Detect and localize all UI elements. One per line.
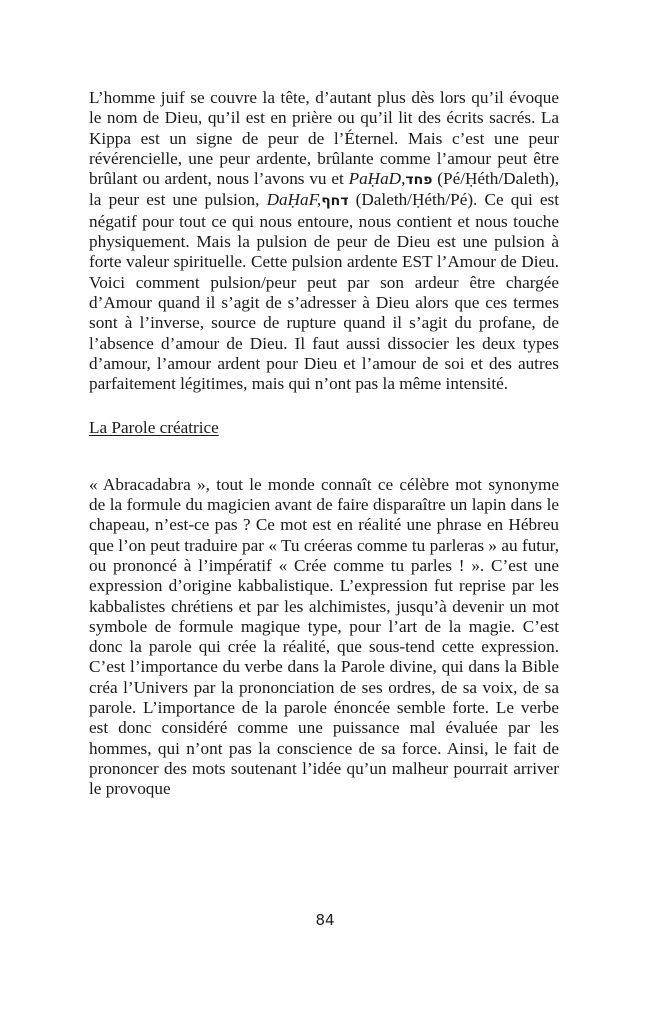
page-body	[89, 88, 559, 800]
pahad-term: PaḤaD,	[348, 169, 406, 189]
paragraph-abracadabra: « Abracadabra », tout le monde connaît ce célèbre mot synonyme de la formule du magicien avant de faire disparaître un lapin dans le chapeau, n’est-ce pas ? Ce mot est en réalité une phrase en Hébreu que l’on peut traduire par « Tu créeras comme tu parleras » au futur, ou prononcé à l’impératif « Crée comme tu parles ! ». C’est une expression d’origine kabbalistique. L’expression fut reprise par les kabbalistes chrétiens et par les alchimistes, jusqu’à devenir un mot symbole de formule magique type, pour l’art de la magie. C’est donc la parole qui crée la réalité, que sous-tend cette expression. C’est l’importance du verbe dans la Parole divine, qui dans la Bible créa l’Univers par la prononciation de ses ordres, de sa voix, de sa parole. L’importance de la parole énoncée semble forte. Le verbe est donc considéré comme une puissance mal évaluée par les hommes, qui n’ont pas la conscience de sa force. Ainsi, le fait de prononcer des mots soutenant l’idée qu’un malheur pourrait arriver le provoque	[89, 474, 559, 799]
paragraph-kippa-text-2: (Pé/Ḥéth/Daleth), la peur est une pulsion,	[89, 169, 559, 210]
paragraph-kippa-text-1: L’homme juif se couvre la tête, d’autant plus dès lors qu’il évoque le nom de Dieu, qu’il est en prière ou qu’il lit des écrits sacrés. La Kippa est un signe de peur de l’Éternel. Mais c’est une peur révérencielle, une peur ardente, brûlante comme l’amour peut être brûlant ou ardent, nous l’avons vu et	[89, 88, 559, 189]
paragraph-kippa	[89, 88, 559, 394]
dahaf-term: DaḤaF,	[266, 190, 322, 210]
section-heading: La Parole créatrice	[89, 418, 219, 438]
page-number: 84	[315, 911, 335, 929]
pahad-hebrew: פחד	[405, 172, 433, 189]
dahaf-hebrew: דחף	[321, 193, 349, 210]
paragraph-kippa-text-3: (Daleth/Ḥéth/Pé). Ce qui est négatif pour tout ce qui nous entoure, nous contient et nous touche physiquement. Mais la pulsion de peur de Dieu est une pulsion à forte valeur spirituelle. Cette pulsion ardente EST l’Amour de Dieu. Voici comment pulsion/peur peut par son ardeur être chargée d’Amour quand il s’agit de s’adresser à Dieu alors que ces termes sont à l’inverse, source de rupture quand il s’agit du profane, de l’absence d’amour de Dieu. Il faut aussi dissocier les deux types d’amour, l’amour ardent pour Dieu et l’amour de soi et des autres parfaitement légitimes, mais qui n’ont pas la même intensité.	[89, 190, 559, 394]
